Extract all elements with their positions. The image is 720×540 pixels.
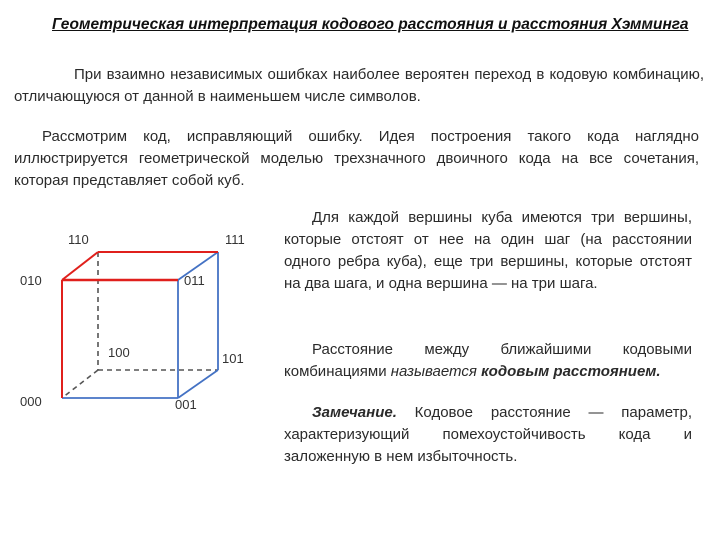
page-title: Геометрическая интерпретация кодового расстояния и расстояния Хэмминга: [52, 16, 689, 33]
right-paragraph-3: [284, 402, 692, 468]
edge-100-000: [62, 370, 98, 398]
vertex-label-010: 010: [20, 273, 42, 288]
right-paragraph-1: [284, 207, 692, 295]
right-paragraph-2-text: Расстояние между ближайшими кодовыми комбинациями: [284, 341, 692, 380]
paragraph-1-text: При взаимно независимых ошибках наиболее вероятен переход в кодовую комбинацию, отличающуюся от данной в наименьшем числе символов.: [14, 66, 704, 105]
vertex-label-110: 110: [68, 232, 89, 247]
vertex-label-011: 011: [184, 273, 205, 288]
edge-001-101: [178, 370, 218, 398]
vertex-label-100: 100: [108, 345, 130, 360]
vertex-label-101: 101: [222, 351, 244, 366]
vertex-label-000: 000: [20, 394, 42, 409]
note-text: Кодовое расстояние — параметр, характеризующий помехоустойчивость кода и заложенную в нем избыточность.: [284, 404, 692, 465]
paragraph-2-text: Рассмотрим код, исправляющий ошибку. Идея построения такого кода наглядно иллюстрируется геометрической моделью трехзначного двоичного кода на все сочетания, которая представляет собой куб.: [14, 128, 699, 189]
cube-diagram: [0, 0, 280, 420]
right-paragraph-2-em: называется: [390, 363, 477, 380]
note-label: Замечание.: [312, 404, 397, 421]
term-code-distance: кодовым расстоянием.: [481, 363, 661, 380]
edge-010-110: [62, 252, 98, 280]
vertex-label-001: 001: [175, 397, 197, 412]
right-paragraph-2: [284, 339, 692, 383]
right-paragraph-1-text: Для каждой вершины куба имеются три вершины, которые отстоят от нее на один шаг (на расстоянии одного ребра куба), еще три вершины, которые отстоят на два шага, и одна вершина — на три шага.: [284, 209, 692, 292]
vertex-label-111: 111: [225, 232, 245, 247]
